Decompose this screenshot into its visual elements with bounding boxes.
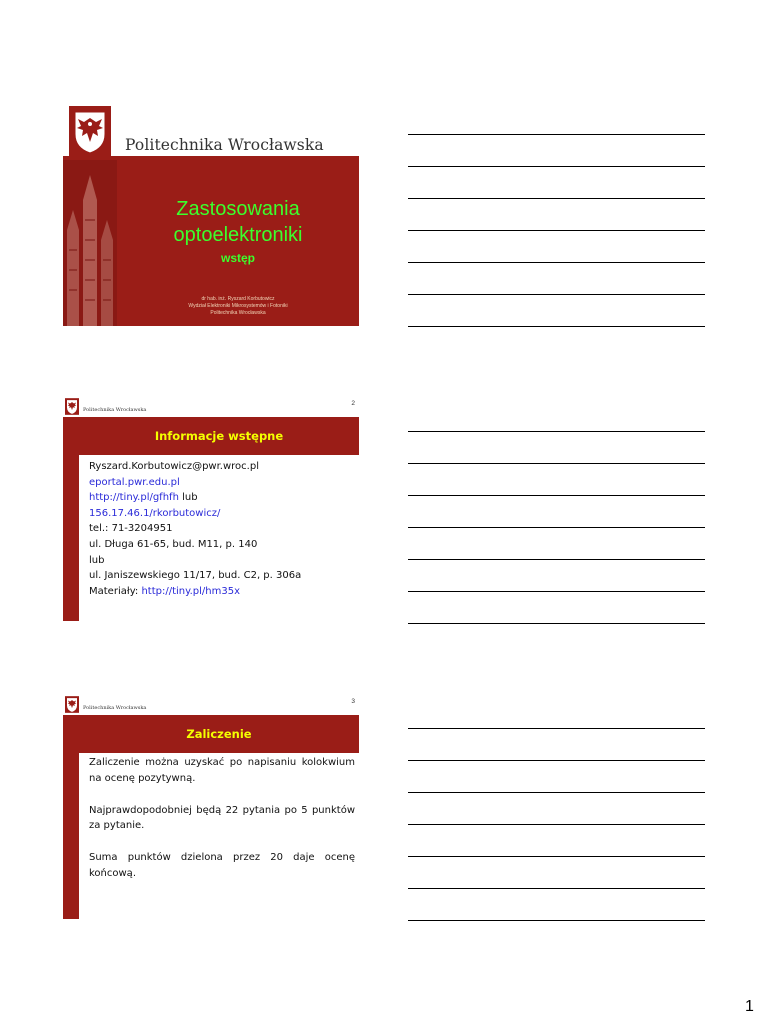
slide-title: Zaliczenie [186,727,252,741]
note-line [408,760,705,761]
presentation-title [117,196,359,248]
university-crest-icon [69,106,111,156]
author-faculty: Wydział Elektroniki Mikrosystemów i Fotoniki [188,303,288,309]
note-line [408,623,705,624]
author-block [117,296,359,317]
homepage-link[interactable]: 156.17.46.1/rkorbutowicz/ [89,507,221,519]
author-name: dr hab. inż. Ryszard Korbutowicz [201,296,275,302]
slide-number: 3 [351,698,355,705]
title-line-2: optoelektroniki [173,224,303,246]
university-name: Politechnika Wrocławska [83,705,147,711]
building-image [63,160,117,326]
materials-link[interactable]: http://tiny.pl/hm35x [141,585,240,597]
eportal-link[interactable]: eportal.pwr.edu.pl [89,476,180,488]
note-line [408,856,705,857]
slide-left-bar [63,715,79,919]
or-text: lub [89,554,105,566]
note-line [408,920,705,921]
slide-header [63,100,359,156]
presentation-subtitle: wstęp [220,251,255,265]
note-line [408,326,705,327]
note-line [408,728,705,729]
slide-zaliczenie [63,693,359,919]
slide-left-bar [63,417,79,621]
note-line [408,591,705,592]
slide-title-bar [79,417,359,455]
university-crest-icon [65,398,79,415]
paragraph: Najprawdopodobniej będą 22 pytania po 5 punktów za pytanie. [89,804,355,831]
or-text: lub [178,492,198,504]
title-line-1: Zastosowania [176,198,300,220]
slide-title-bar [79,715,359,753]
note-line [408,262,705,263]
note-line [408,527,705,528]
paragraph: Zaliczenie można uzyskać po napisaniu kolokwium na ocenę pozytywną. [89,757,355,784]
slide-body [89,459,355,599]
note-line [408,198,705,199]
paragraph: Suma punktów dzielona przez 20 daje ocenę końcową. [89,852,355,879]
slide-title [63,100,359,326]
university-name: Politechnika Wrocławska [83,407,147,413]
note-line [408,134,705,135]
note-line [408,431,705,432]
tiny-link[interactable]: http://tiny.pl/gfhfh [89,492,179,504]
note-line [408,888,705,889]
email: Ryszard.Korbutowicz@pwr.wroc.pl [89,461,259,472]
note-line [408,824,705,825]
note-line [408,792,705,793]
note-line [408,495,705,496]
materials-label: Materiały: [89,585,142,597]
phone: tel.: 71-3204951 [89,523,173,535]
note-line [408,166,705,167]
slide-number: 2 [351,400,355,407]
author-university: Politechnika Wrocławska [210,310,266,316]
note-line [408,230,705,231]
note-line [408,463,705,464]
university-name: Politechnika Wrocławska [125,136,324,154]
university-crest-icon [65,696,79,713]
slide-body [89,755,355,898]
address-2: ul. Janiszewskiego 11/17, bud. C2, p. 306a [89,570,302,582]
slide-title: Informacje wstępne [154,429,284,443]
note-line [408,559,705,560]
title-panel [117,156,359,326]
note-line [408,294,705,295]
page-number: 1 [745,998,754,1015]
address-1: ul. Długa 61-65, bud. M11, p. 140 [89,538,258,550]
slide-informacje [63,395,359,621]
